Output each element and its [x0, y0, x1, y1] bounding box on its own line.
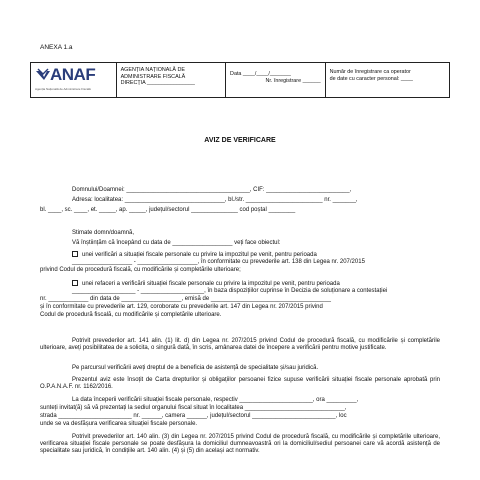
option2-line: nr. ____________ din data de __________________, emisă de ____________________________________	[40, 296, 331, 302]
option2-line: ___________________ - ___________________, în baza dispozițiilor cuprinse în Decizia de soluționare a contestației	[72, 288, 388, 294]
paragraph: Prezentul aviz este însoțit de Carta drepturilor și obligațiilor persoanei fizice supuse verificării situației fiscale personale aprobată prin O.P.A.N.A.F. nr. 1162/2016.	[40, 377, 440, 391]
paragraph: Pe parcursul verificării aveți dreptul de a beneficia de asistență de specialitate și/sau juridică.	[72, 365, 319, 371]
date-field: Data ____/____/_______	[230, 71, 291, 77]
option2-checkbox[interactable]	[72, 280, 78, 286]
para4-line: sunteți invitat(ă) să vă prezentați la sediul organului fiscal situat în localitatea ______________________________,	[40, 405, 347, 411]
agency-line: ADMINISTRARE FISCALĂ	[120, 73, 186, 80]
option1-line: privind Codul de procedură fiscală, cu modificările și completările ulterioare;	[40, 267, 241, 273]
address-line: Domnului/Doamnei: _____________________________________, CIF: _________________________,	[72, 187, 352, 193]
logo-subtitle: Agenția Națională de Administrare Fiscală	[35, 87, 91, 91]
greeting: Stimate domn/doamnă,	[72, 230, 135, 236]
paragraph: Potrivit prevederilor art. 140 alin. (3) din Legea nr. 207/2015 privind Codul de procedură fiscală, cu modificările și completările ulterioare, verificarea situației fiscale personale se poate desfășura la domiciliul dumneavoastră ori la domiciliul/sediul persoanei care vă acordă asistență de specialitate sau juridică, în condițiile art. 140 alin. (4) și (5) din același act normativ.	[40, 434, 440, 455]
option2-line	[72, 280, 340, 288]
option1-checkbox[interactable]	[72, 251, 78, 257]
address-line: Adresa: localitatea: ______________________________, bl./str. _______________________ nr. _______,	[72, 197, 358, 203]
option1-text: unei verificări a situației fiscale personale cu privire la impozitul pe venit, pentru perioada	[82, 252, 317, 258]
option1-line: __________________ - __________________, în conformitate cu prevederile art. 138 din Legea nr. 207/2015	[72, 259, 365, 265]
agency-cell	[117, 63, 226, 97]
registration-field: Nr. înregistrare ______	[265, 78, 321, 84]
annex-label: ANEXA 1.a	[40, 44, 73, 51]
anaf-logo-icon	[35, 68, 51, 81]
agency-line: DIRECȚIA ________________	[120, 80, 195, 87]
option2-line: Codul de procedură fiscală, cu modificările și completările ulterioare.	[40, 312, 222, 318]
intro-line: Vă înștiințăm că începând cu data de __________________ veți face obiectul:	[72, 240, 281, 246]
address-line: bl. ____, sc. ____, et. _____, ap. _____, județul/sectorul ______________ cod poștal ________	[40, 207, 296, 213]
date-cell	[226, 63, 326, 97]
logo-cell	[31, 63, 117, 97]
header-table	[30, 62, 450, 98]
operator-cell	[326, 63, 449, 97]
option1-line	[72, 251, 317, 259]
agency-line: AGENȚIA NAȚIONALĂ DE	[120, 67, 185, 73]
option2-text: unei refaceri a verificării situației fiscale personale cu privire la impozitul pe venit, pentru perioada	[82, 281, 340, 287]
para4-line: strada ______________________ nr. ______, camera ______, județul/sectorul _________________________, loc	[40, 413, 347, 419]
logo-text: ANAF	[50, 65, 96, 84]
option2-line: și în conformitate cu prevederile art. 129, coroborate cu prevederile art. 147 din Legea nr. 207/2015 privind	[40, 304, 323, 310]
document-title: AVIZ DE VERIFICARE	[204, 137, 276, 144]
paragraph: Potrivit prevederilor art. 141 alin. (1) lit. d) din Legea nr. 207/2015 privind Codul de procedură fiscală, cu modificările și completările ulterioare, aveți posibilitatea de a solicita, o singură dată, în scris, amânarea datei de începere a verificării pentru motive justificate.	[40, 338, 440, 352]
para4-line: unde se va desfășura verificarea situației fiscale personale.	[40, 421, 198, 427]
operator-line: de date cu caracter personal: ____	[329, 75, 413, 82]
operator-line: Număr de înregistrare ca operator	[329, 69, 411, 75]
para4-line: La data începerii verificării situației fiscale personale, respectiv ______________________, ora _________,	[72, 397, 359, 403]
